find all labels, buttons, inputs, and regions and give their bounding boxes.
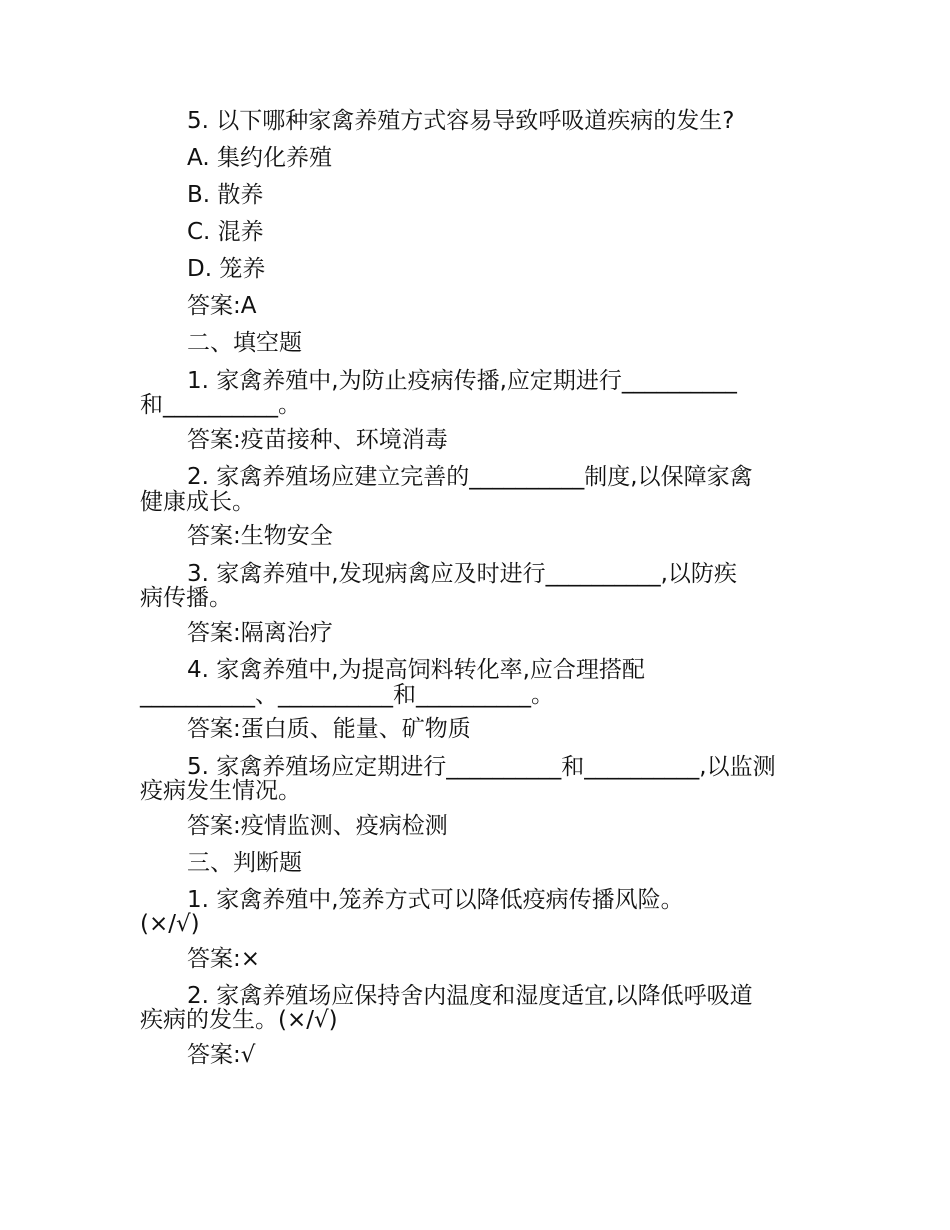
option-b: B. 散养	[187, 182, 264, 208]
question-tf-2: 2. 家禽养殖场应保持舍内温度和湿度适宜,以降低呼吸道	[187, 983, 753, 1009]
option-c: C. 混养	[187, 219, 264, 245]
answer-fill-3: 答案:隔离治疗	[187, 620, 333, 646]
question-fill-1: 1. 家禽养殖中,为防止疫病传播,应定期进行__________	[187, 368, 737, 394]
question-mc-5: 5. 以下哪种家禽养殖方式容易导致呼吸道疾病的发生?	[187, 108, 735, 134]
question-fill-5-cont: 疫病发生情况。	[140, 778, 301, 804]
section-heading-fill-in: 二、填空题	[187, 330, 302, 356]
answer-fill-1: 答案:疫苗接种、环境消毒	[187, 427, 448, 453]
question-fill-1-cont: 和__________。	[140, 392, 301, 418]
answer-fill-4: 答案:蛋白质、能量、矿物质	[187, 716, 471, 742]
answer-mc-5: 答案:A	[187, 293, 257, 319]
question-tf-1: 1. 家禽养殖中,笼养方式可以降低疫病传播风险。	[187, 887, 684, 913]
answer-tf-2: 答案:√	[187, 1042, 256, 1068]
question-fill-4-cont: __________、__________和__________。	[140, 682, 554, 708]
answer-fill-5: 答案:疫情监测、疫病检测	[187, 813, 448, 839]
answer-tf-1: 答案:×	[187, 946, 261, 972]
section-heading-true-false: 三、判断题	[187, 850, 302, 876]
answer-fill-2: 答案:生物安全	[187, 523, 333, 549]
question-tf-2-cont: 疾病的发生。(×/√)	[140, 1007, 338, 1033]
option-d: D. 笼养	[187, 256, 266, 282]
question-fill-2-cont: 健康成长。	[140, 489, 255, 515]
option-a: A. 集约化养殖	[187, 145, 332, 171]
question-tf-1-cont: (×/√)	[140, 911, 200, 937]
question-fill-3: 3. 家禽养殖中,发现病禽应及时进行__________,以防疾	[187, 561, 737, 587]
question-fill-4: 4. 家禽养殖中,为提高饲料转化率,应合理搭配	[187, 657, 645, 683]
question-fill-3-cont: 病传播。	[140, 585, 232, 611]
question-fill-2: 2. 家禽养殖场应建立完善的__________制度,以保障家禽	[187, 464, 753, 490]
question-fill-5: 5. 家禽养殖场应定期进行__________和__________,以监测	[187, 754, 776, 780]
